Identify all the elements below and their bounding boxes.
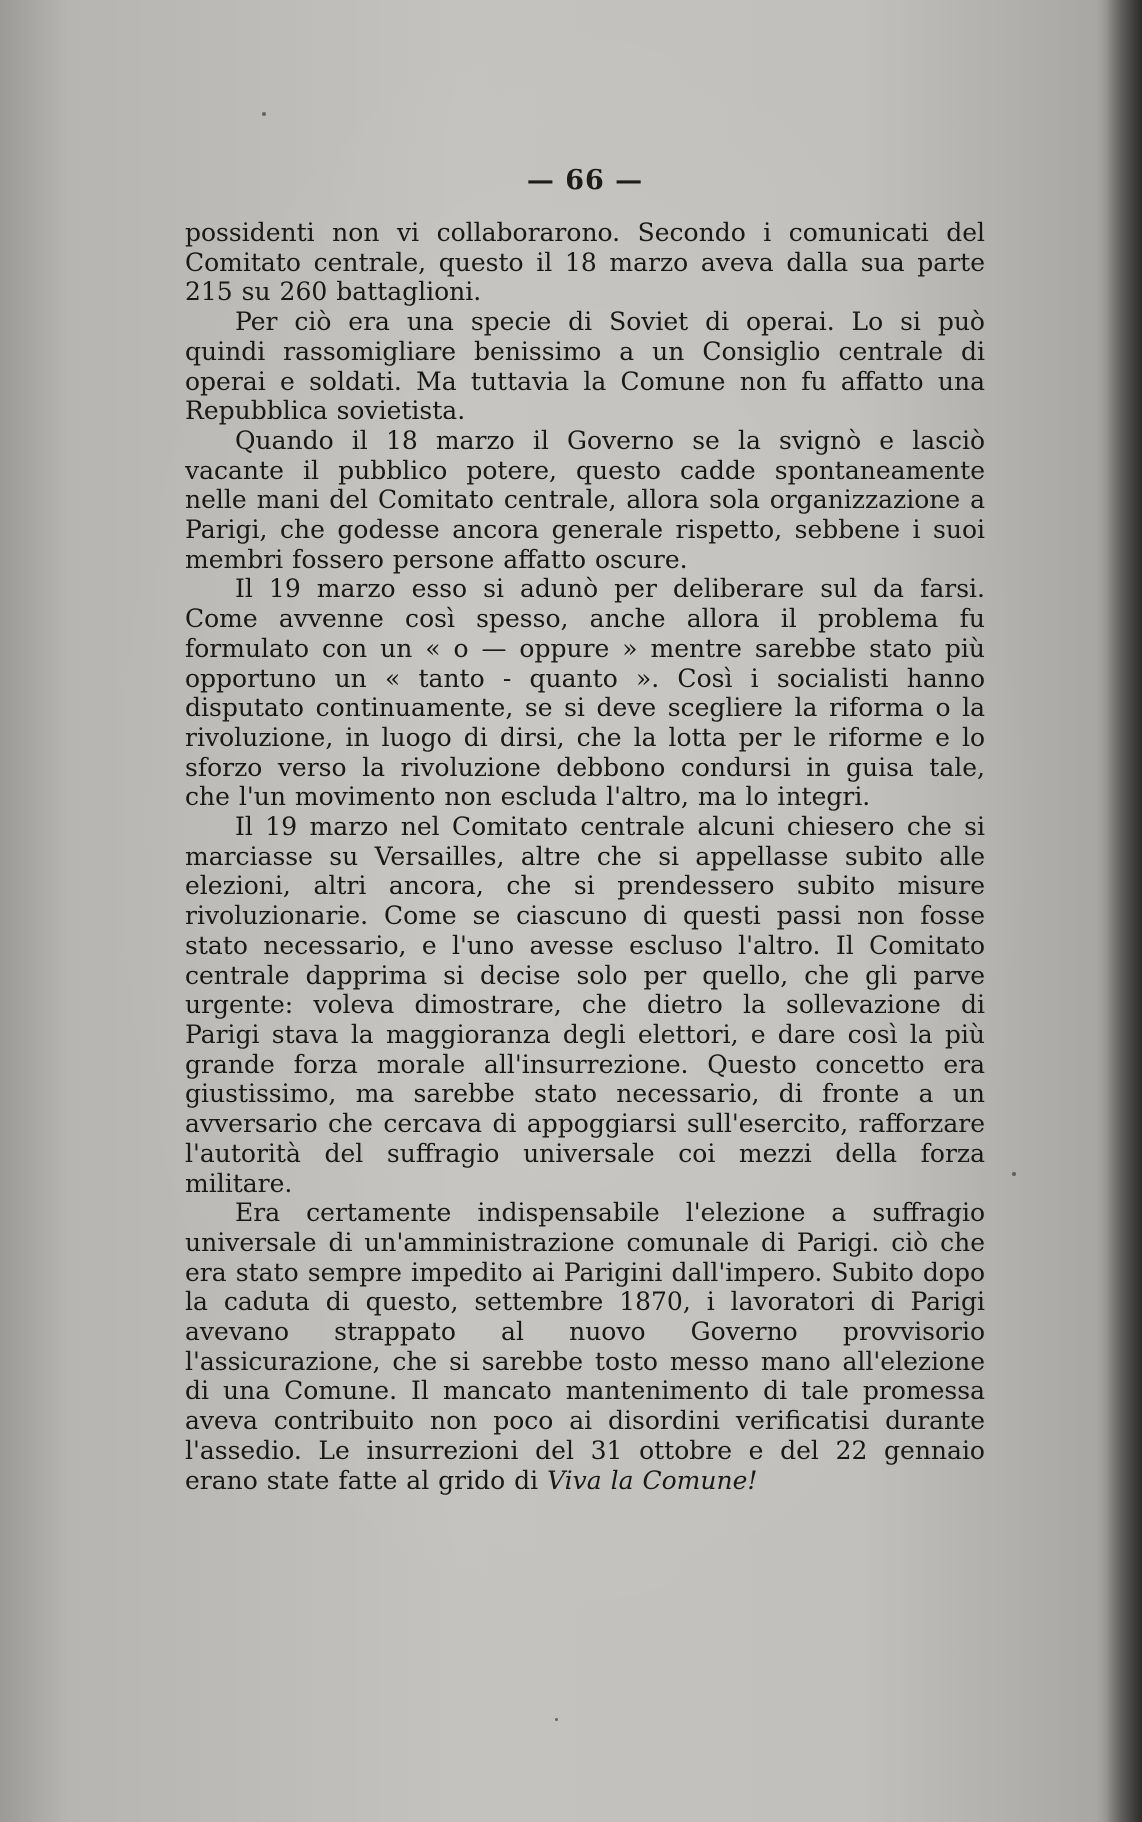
closing-cry: Viva la Comune! bbox=[547, 1465, 758, 1495]
binding-shadow bbox=[1106, 0, 1142, 1822]
paragraph: Quando il 18 marzo il Governo se la svignò e lasciò vacante il pubblico potere, questo cadde spontaneamente nelle mani del Comitato centrale, allora sola organizzazione a Parigi, che godesse ancora generale rispetto, sebbene i suoi membri fossero persone affatto oscure. bbox=[185, 425, 985, 574]
paper-speck bbox=[555, 1718, 558, 1721]
paragraph-text: Era certamente indispensabile l'elezione a suffragio universale di un'amministrazione comunale di Parigi. ciò che era stato sempre impedito ai Parigini dall'impero. Subito dopo la caduta di questo, settembre 1870, i lavoratori di Parigi avevano strappato al nuovo Governo provvisorio l'assicurazione, che si sarebbe tosto messo mano all'elezione di una Comune. Il mancato mantenimento di tale promessa aveva contribuito non poco ai disordini verificatisi durante l'assedio. Le insurrezioni del 31 ottobre e del 22 gennaio erano state fatte al grido di bbox=[185, 1198, 985, 1495]
paragraph: Il 19 marzo esso si adunò per deliberare sul da farsi. Come avvenne così spesso, anche allora il problema fu formulato con un « o — oppure » mentre sarebbe stato più opportuno un « tanto - quanto ». Così i socialisti hanno disputato continuamente, se si deve scegliere la riforma o la rivoluzione, in luogo di dirsi, che la lotta per le riforme e lo sforzo verso la rivoluzione debbono condursi in guisa tale, che l'un movimento non escluda l'altro, ma lo integri. bbox=[185, 574, 985, 812]
paragraph-final bbox=[185, 1198, 985, 1495]
paragraph: Il 19 marzo nel Comitato centrale alcuni chiesero che si marciasse su Versailles, altre che si appellasse subito alle elezioni, altri ancora, che si prendessero subito misure rivoluzionarie. Come se ciascuno di questi passi non fosse stato necessario, e l'uno avesse escluso l'altro. Il Comitato centrale dapprima si decise solo per quello, che gli parve urgente: voleva dimostrare, che dietro la sollevazione di Parigi stava la maggioranza degli elettori, e dare così la più grande forza morale all'insurrezione. Questo concetto era giustissimo, ma sarebbe stato necessario, di fronte a un avversario che cercava di appoggiarsi sull'esercito, rafforzare l'autorità del suffragio universale coi mezzi della forza militare. bbox=[185, 812, 985, 1198]
paragraph: possidenti non vi collaborarono. Secondo i comunicati del Comitato centrale, questo il 18 marzo aveva dalla sua parte 215 su 260 battaglioni. bbox=[185, 218, 985, 307]
paper-speck bbox=[262, 112, 266, 116]
paragraph: Per ciò era una specie di Soviet di operai. Lo si può quindi rassomigliare benissimo a un Consiglio centrale di operai e soldati. Ma tuttavia la Comune non fu affatto una Repubblica sovietista. bbox=[185, 307, 985, 426]
body-text bbox=[185, 218, 985, 1495]
page-number: — 66 — bbox=[526, 165, 644, 196]
paper-speck bbox=[1012, 1172, 1016, 1176]
book-page bbox=[185, 165, 985, 1495]
